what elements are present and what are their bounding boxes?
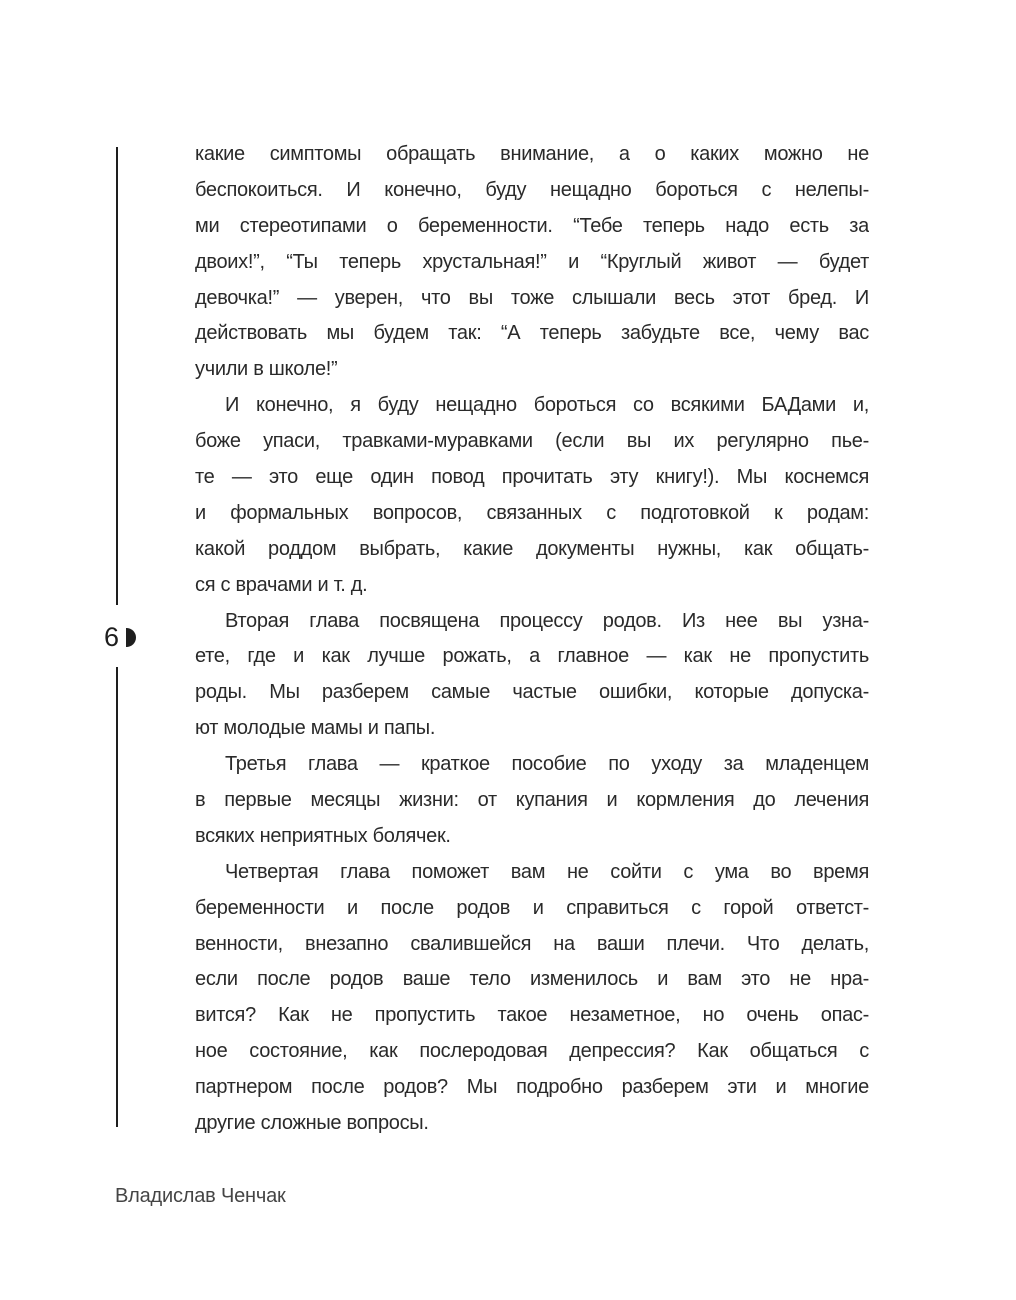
text-line: беспокоиться. И конечно, буду нещадно бороться с нелепы- — [195, 178, 869, 201]
margin-rule-bottom — [116, 667, 118, 1127]
body-text — [195, 137, 869, 1142]
text-line: двоих!”, “Ты теперь хрустальная!” и “Круглый живот — будет — [195, 250, 869, 273]
text-line: другие сложные вопросы. — [195, 1112, 429, 1135]
text-line: роды. Мы разберем самые частые ошибки, которые допуска- — [195, 681, 869, 704]
text-line: девочка!” — уверен, что вы тоже слышали весь этот бред. И — [195, 286, 869, 309]
text-line: учили в школе!” — [195, 358, 338, 381]
paragraph — [195, 388, 869, 603]
text-line: И конечно, я буду нещадно бороться со всякими БАДами и, — [225, 394, 869, 417]
text-line: венности, внезапно свалившейся на ваши плечи. Что делать, — [195, 932, 869, 955]
text-line: боже упаси, травками-муравками (если вы их регулярно пье- — [195, 430, 869, 453]
page-marker — [104, 621, 136, 653]
text-line: вится? Как не пропустить такое незаметное, но очень опас- — [195, 1004, 869, 1027]
text-line: какой роддом выбрать, какие документы нужны, как общать- — [195, 537, 869, 560]
text-line: действовать мы будем так: “А теперь забудьте все, чему вас — [195, 322, 869, 345]
footer-author: Владислав Ченчак — [115, 1185, 286, 1207]
text-line: если после родов ваше тело изменилось и вам это не нра- — [195, 968, 869, 991]
paragraph — [195, 747, 869, 855]
text-line: в первые месяцы жизни: от купания и кормления до лечения — [195, 789, 869, 812]
text-line: Вторая глава посвящена процессу родов. Из нее вы узна- — [225, 609, 869, 632]
right-half-circle-icon — [126, 628, 136, 647]
text-line: ете, где и как лучше рожать, а главное — как не пропустить — [195, 645, 869, 668]
text-line: ми стереотипами о беременности. “Тебе теперь надо есть за — [195, 214, 869, 237]
text-line: Четвертая глава поможет вам не сойти с ума во время — [225, 860, 869, 883]
text-line: всяких неприятных болячек. — [195, 824, 451, 847]
page-number: 6 — [104, 622, 120, 652]
text-line: Третья глава — краткое пособие по уходу за младенцем — [225, 753, 869, 776]
text-line: какие симптомы обращать внимание, а о каких можно не — [195, 143, 869, 165]
text-line: ют молодые мамы и папы. — [195, 717, 436, 740]
paragraph — [195, 137, 869, 388]
text-line: ся с врачами и т. д. — [195, 573, 368, 596]
text-line: те — это еще один повод прочитать эту книгу!). Мы коснемся — [195, 466, 869, 489]
margin-rule-top — [116, 147, 118, 605]
paragraph — [195, 604, 869, 748]
text-line: ное состояние, как послеродовая депрессия? Как общаться с — [195, 1040, 869, 1063]
text-line: и формальных вопросов, связанных с подготовкой к родам: — [195, 501, 869, 524]
text-line: беременности и после родов и справиться с горой ответст- — [195, 896, 869, 919]
paragraph — [195, 855, 869, 1142]
text-line: партнером после родов? Мы подробно разберем эти и многие — [195, 1076, 869, 1099]
